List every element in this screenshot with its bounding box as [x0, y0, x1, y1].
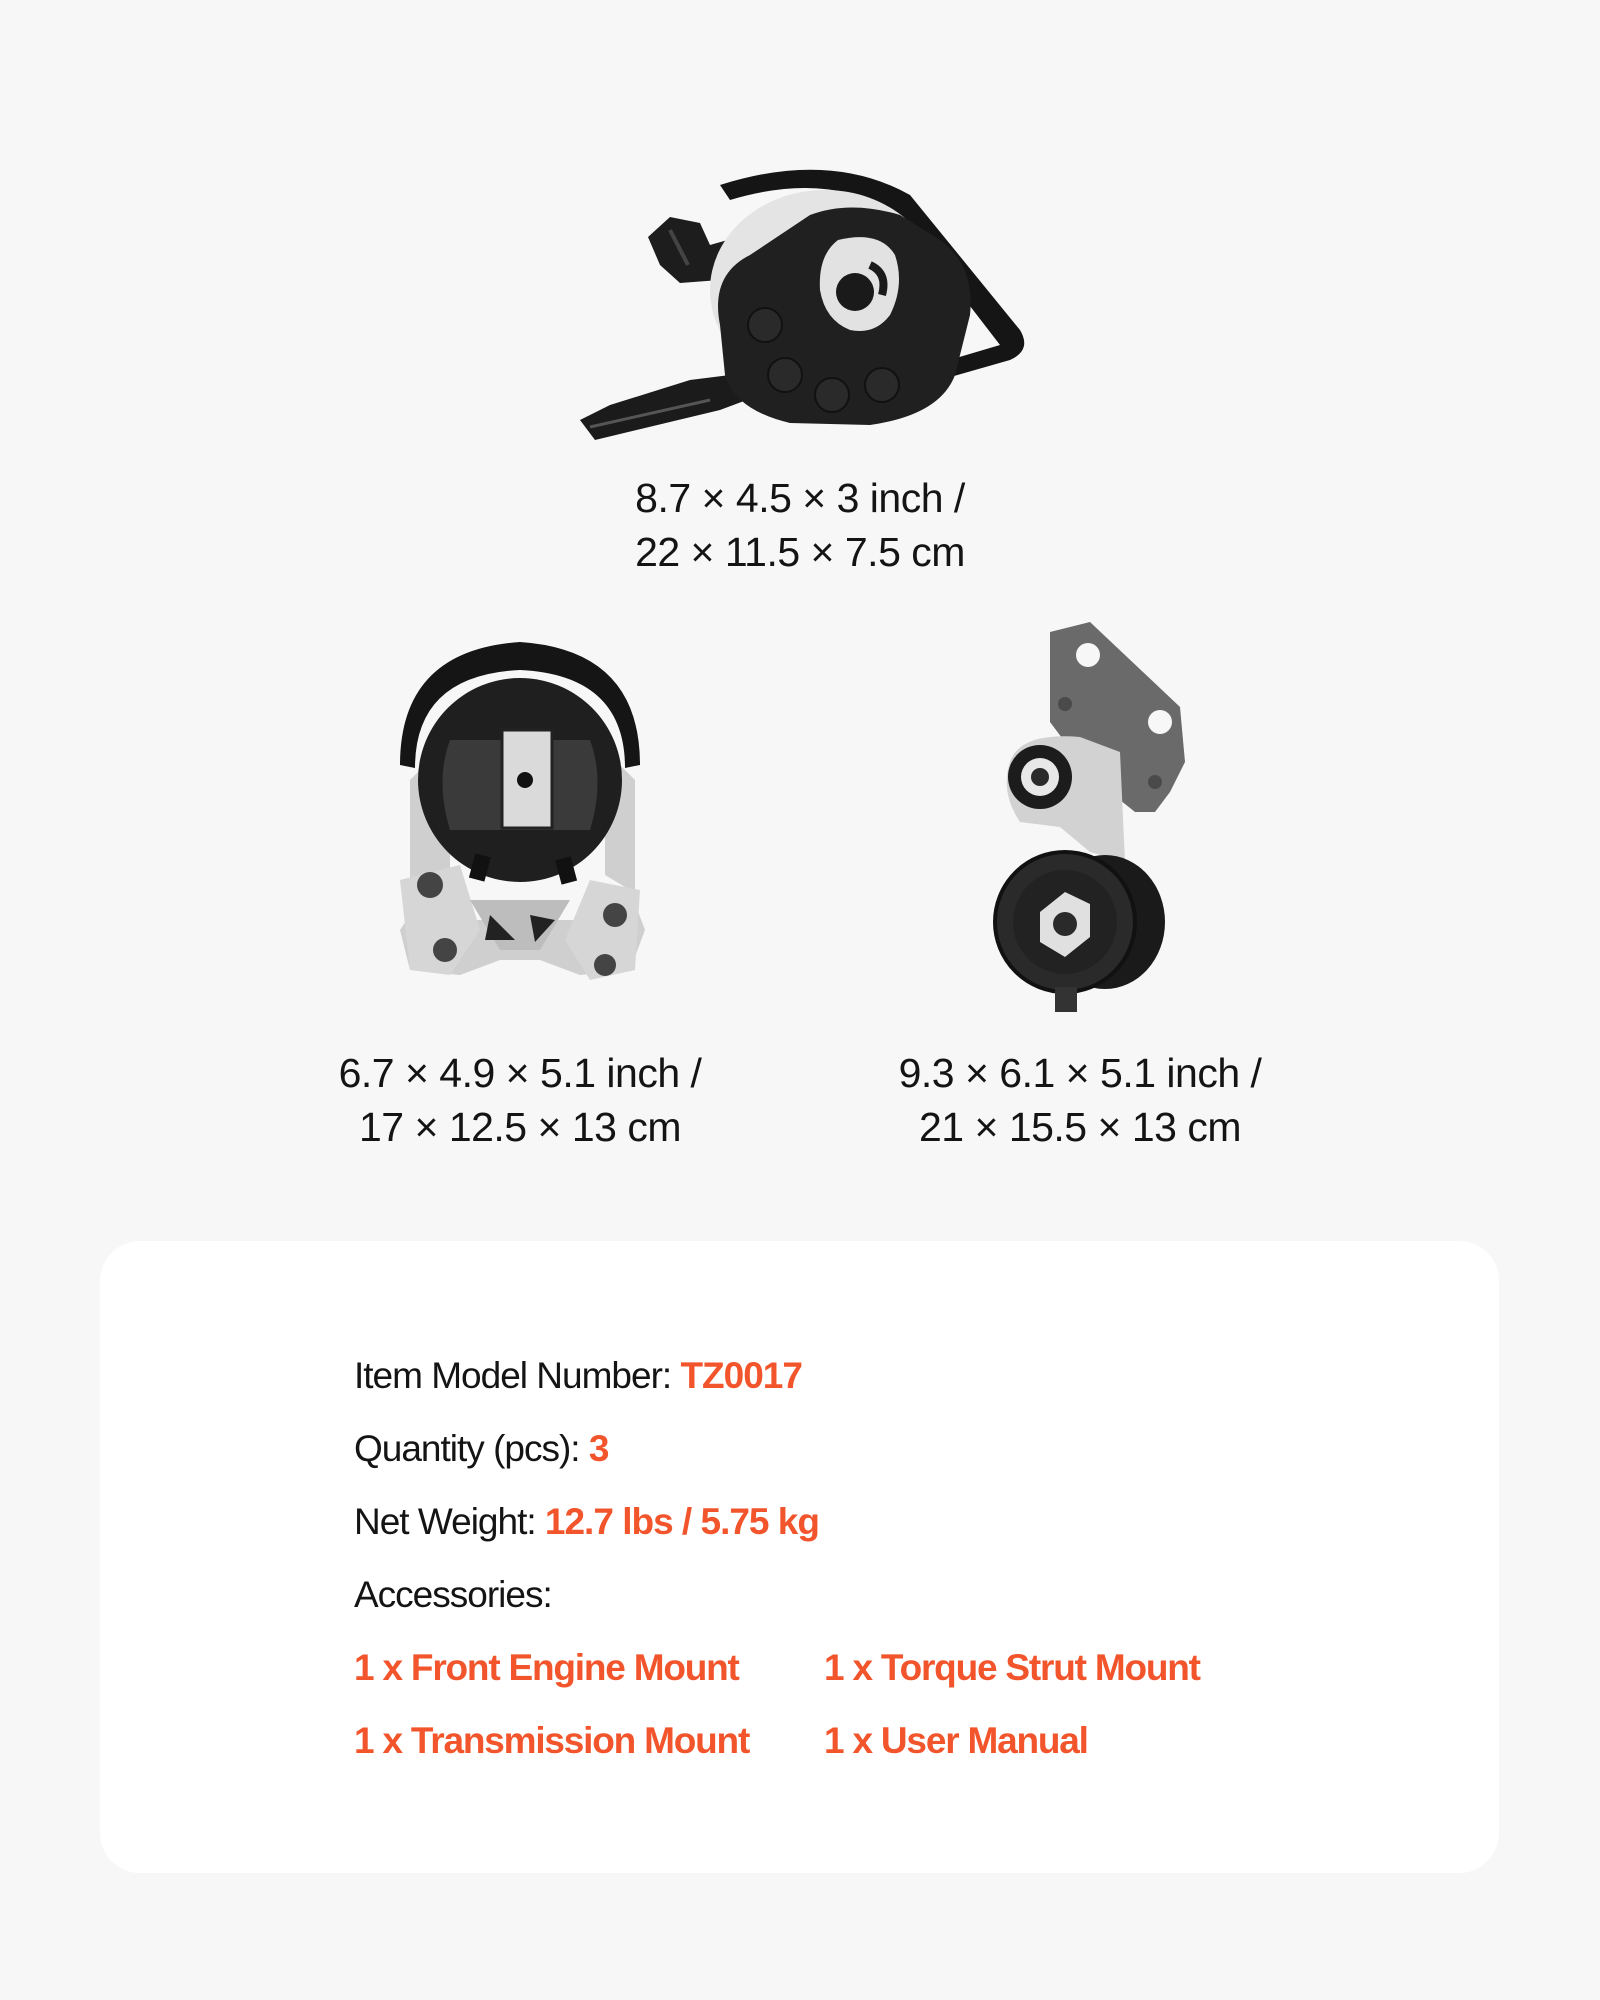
spec-accessories-heading	[354, 1567, 819, 1640]
spec-value: 12.7 lbs / 5.75 kg	[544, 1501, 819, 1542]
spec-label: Accessories:	[354, 1574, 552, 1615]
dimensions-imperial: 6.7 × 4.9 × 5.1 inch /	[338, 1050, 702, 1096]
spec-value: 3	[588, 1428, 609, 1469]
spec-net-weight	[354, 1494, 819, 1567]
accessory-item: 1 x Front Engine Mount	[354, 1647, 739, 1688]
torque-strut-mount-dimensions	[840, 1046, 1320, 1154]
accessory-item: 1 x Torque Strut Mount	[824, 1647, 1200, 1688]
dimensions-metric: 22 × 11.5 × 7.5 cm	[635, 529, 965, 575]
spec-label: Quantity (pcs):	[354, 1428, 589, 1469]
dimensions-imperial: 9.3 × 6.1 × 5.1 inch /	[898, 1050, 1262, 1096]
transmission-mount-dimensions	[540, 471, 1060, 579]
spec-value: TZ0017	[680, 1355, 802, 1396]
spec-model-number	[354, 1348, 819, 1421]
spec-list	[354, 1348, 819, 1640]
torque-strut-mount-image	[970, 612, 1190, 1022]
spec-quantity	[354, 1421, 819, 1494]
transmission-mount-image	[570, 155, 1030, 445]
front-engine-mount-image	[390, 630, 650, 990]
dimensions-imperial: 8.7 × 4.5 × 3 inch /	[635, 475, 965, 521]
spec-label: Net Weight:	[354, 1501, 545, 1542]
dimensions-metric: 17 × 12.5 × 13 cm	[358, 1104, 681, 1150]
accessory-item: 1 x Transmission Mount	[354, 1720, 750, 1761]
front-engine-mount-dimensions	[290, 1046, 750, 1154]
accessory-item: 1 x User Manual	[824, 1720, 1088, 1761]
accessories-list	[354, 1640, 1264, 1769]
dimensions-metric: 21 × 15.5 × 13 cm	[918, 1104, 1241, 1150]
spec-label: Item Model Number:	[354, 1355, 681, 1396]
